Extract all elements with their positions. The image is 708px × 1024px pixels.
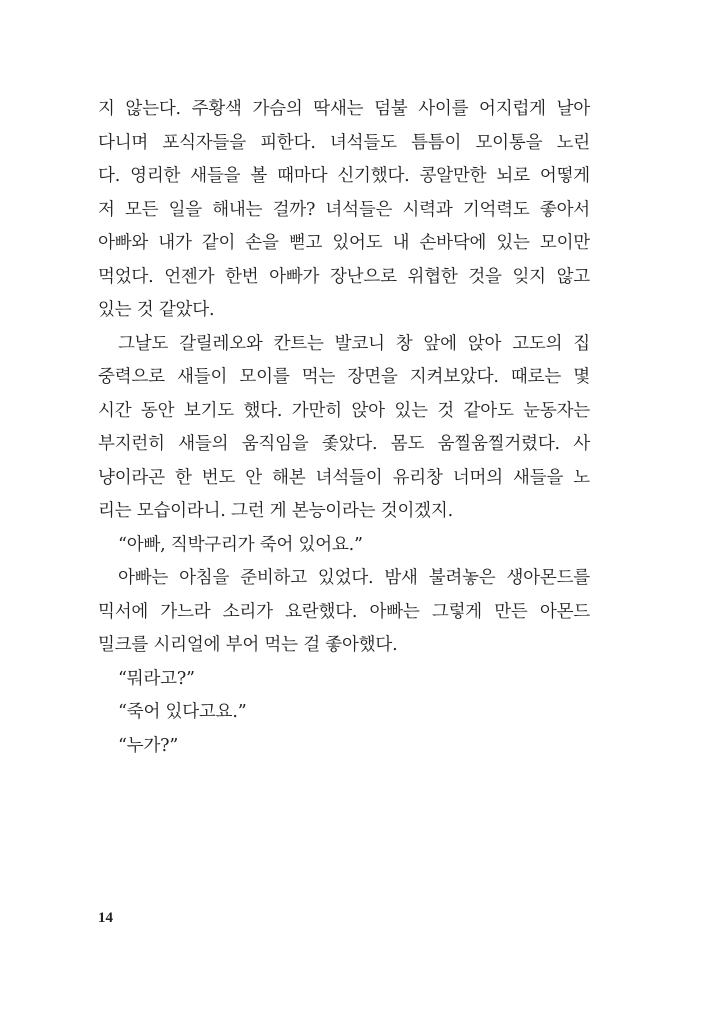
page-number: 14 bbox=[98, 910, 113, 926]
text-line: 믹서에 가느라 소리가 요란했다. 아빠는 그렇게 만든 아몬드 bbox=[98, 601, 590, 622]
text-line: 아빠와 내가 같이 손을 뻗고 있어도 내 손바닥에 있는 모이만 bbox=[98, 233, 590, 253]
text-line: 지 않는다. 주황색 가슴의 딱새는 덤불 사이를 어지럽게 날아 bbox=[98, 99, 590, 119]
text-line: 부지런히 새들의 움직임을 좇았다. 몸도 움찔움찔거렸다. 사 bbox=[98, 434, 590, 454]
text-line: 중력으로 새들이 모이를 먹는 장면을 지켜보았다. 때로는 몇 bbox=[98, 367, 590, 387]
dialogue-line: “누가?” bbox=[118, 735, 179, 756]
dialogue-line: “뭐라고?” bbox=[118, 668, 195, 689]
text-line: 냥이라곤 한 번도 안 해본 녀석들이 유리창 너머의 새들을 노 bbox=[98, 467, 590, 488]
text-line: 시간 동안 보기도 했다. 가만히 앉아 있는 것 같아도 눈동자는 bbox=[98, 400, 590, 421]
text-line: 저 모든 일을 해내는 걸까? 녀석들은 시력과 기억력도 좋아서 bbox=[98, 199, 590, 220]
body-text bbox=[98, 93, 590, 763]
text-line: 있는 것 같았다. bbox=[98, 300, 215, 320]
text-line: 아빠는 아침을 준비하고 있었다. 밤새 불려놓은 생아몬드를 bbox=[118, 568, 590, 588]
text-line: 그날도 갈릴레오와 칸트는 발코니 창 앞에 앉아 고도의 집 bbox=[118, 333, 590, 354]
text-line: 다. 영리한 새들을 볼 때마다 신기했다. 콩알만한 뇌로 어떻게 bbox=[98, 166, 590, 186]
text-line: 밀크를 시리얼에 부어 먹는 걸 좋아했다. bbox=[98, 635, 398, 655]
text-line: 먹었다. 언젠가 한번 아빠가 장난으로 위협한 것을 잊지 않고 bbox=[98, 266, 590, 287]
text-line: 리는 모습이라니. 그런 게 본능이라는 것이겠지. bbox=[98, 501, 453, 521]
dialogue-line: “아빠, 직박구리가 죽어 있어요.” bbox=[118, 534, 363, 555]
dialogue-line: “죽어 있다고요.” bbox=[118, 702, 247, 722]
text-line: 다니며 포식자들을 피한다. 녀석들도 틈틈이 모이통을 노린 bbox=[98, 132, 590, 153]
